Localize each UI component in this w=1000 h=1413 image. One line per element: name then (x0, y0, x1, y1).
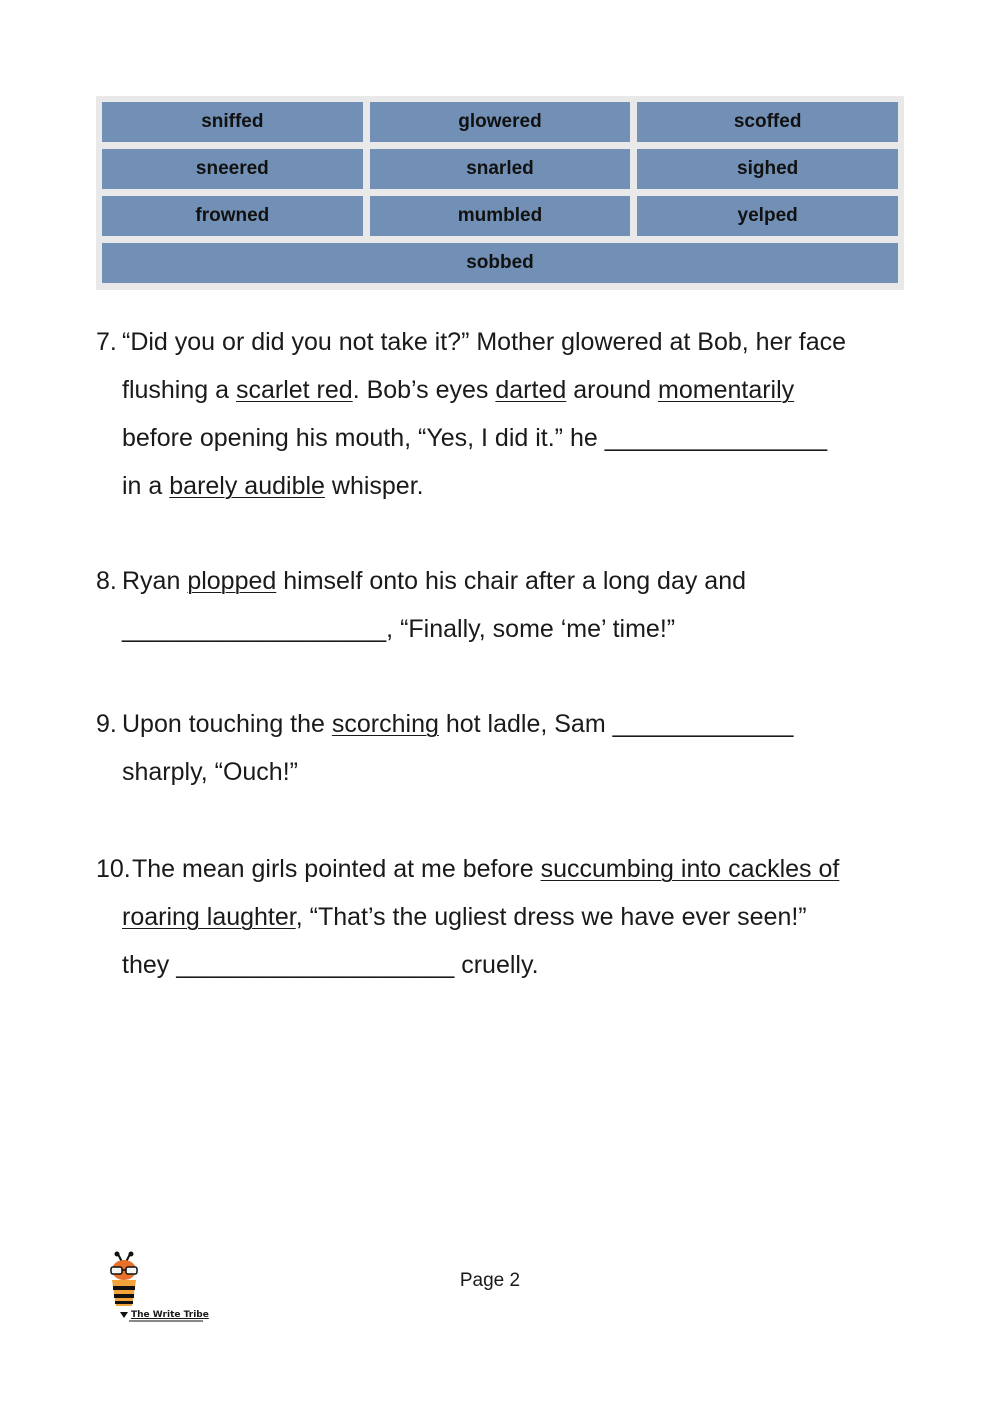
answer-blank-text: hot ladle, Sam _____________ (438, 710, 794, 738)
question-line (122, 557, 916, 605)
underlined-phrase: plopped (187, 567, 277, 595)
word-bank-cell: mumbled (370, 196, 631, 236)
question-line (96, 605, 916, 653)
answer-blank-text: ___________________, “Finally, some ‘me’ time!” (122, 615, 676, 643)
question-line (122, 318, 916, 366)
word-bank-cell: snarled (370, 149, 631, 189)
question-line (96, 414, 916, 462)
word-bank-cell: sniffed (102, 102, 363, 142)
page-number: Page 2 (459, 1270, 521, 1291)
question-line (96, 462, 916, 510)
logo-text: The Write Tribe (131, 1310, 209, 1320)
question-text: Ryan (122, 567, 188, 595)
question-text: Upon touching the (122, 710, 332, 738)
word-bank-cell: sneered (102, 149, 363, 189)
underlined-phrase: roaring laughter (122, 903, 296, 931)
underlined-phrase: barely audible (169, 472, 325, 500)
question-7 (96, 318, 916, 510)
question-text: “Did you or did you not take it?” Mother glowered at Bob, her face (122, 328, 846, 356)
question-line (96, 941, 916, 989)
question-text: , “That’s the ugliest dress we have ever seen!” (295, 903, 807, 931)
underlined-phrase: scorching (331, 710, 439, 738)
question-line (132, 845, 916, 893)
question-number: 10. (96, 855, 131, 883)
question-line (96, 366, 916, 414)
underlined-phrase: darted (495, 376, 567, 404)
question-10 (96, 845, 916, 989)
question-text: The mean girls pointed at me before (132, 855, 541, 883)
answer-blank-text: before opening his mouth, “Yes, I did it.” he ________________ (122, 424, 828, 452)
question-9 (96, 700, 916, 796)
question-line (122, 700, 916, 748)
question-text: sharply, “Ouch!” (122, 758, 298, 786)
question-text: himself onto his chair after a long day and (276, 567, 747, 595)
word-bank-cell: glowered (370, 102, 631, 142)
question-text: flushing a (122, 376, 236, 404)
question-text: in a (122, 472, 170, 500)
word-bank-cell: sobbed (102, 243, 898, 283)
word-bank-cell: frowned (102, 196, 363, 236)
word-bank-cell: sighed (637, 149, 898, 189)
question-number: 7. (96, 328, 117, 356)
question-text: whisper. (324, 472, 424, 500)
question-line (96, 748, 916, 796)
question-line (96, 893, 916, 941)
question-number: 8. (96, 567, 117, 595)
question-text: around (566, 376, 659, 404)
word-bank-cell: scoffed (637, 102, 898, 142)
question-8 (96, 557, 916, 653)
word-bank (96, 96, 904, 290)
word-bank-cell: yelped (637, 196, 898, 236)
underlined-phrase: succumbing into cackles of (540, 855, 840, 883)
underlined-phrase: scarlet red (235, 376, 353, 404)
question-number: 9. (96, 710, 117, 738)
answer-blank-text: they ____________________ cruelly. (122, 951, 539, 979)
underlined-phrase: momentarily (658, 376, 795, 404)
question-text: . Bob’s eyes (352, 376, 496, 404)
